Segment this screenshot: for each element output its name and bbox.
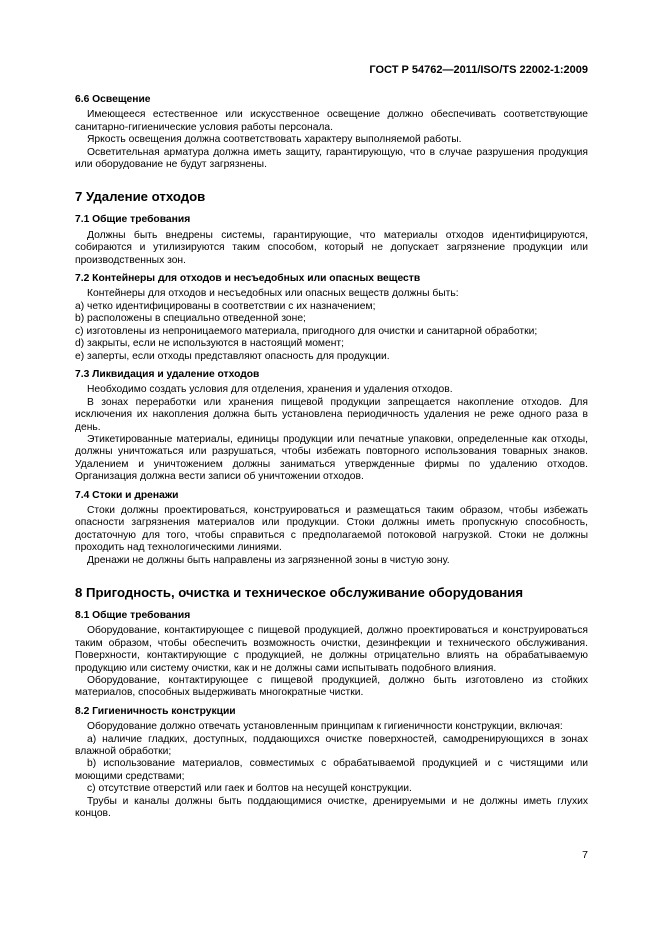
section-6-6-heading: 6.6 Освещение	[75, 94, 151, 105]
section-7-2-heading: 7.2 Контейнеры для отходов и несъедобных или опасных веществ	[75, 273, 421, 285]
section-7-3-paragraph-1: Необходимо создать условия для отделения, хранения и удаления отходов.	[87, 384, 453, 396]
section-7-heading: 7 Удаление отходов	[75, 189, 206, 205]
section-8-heading: 8 Пригодность, очистка и техническое обслуживание оборудования	[75, 585, 524, 600]
section-7-1-paragraph-1: Должны быть внедрены системы, гарантирующие, что материалы отходов идентифицируются, собираются и утилизируются таким способом, который не допускает загрязнение продукции или производственных зон.	[75, 229, 588, 266]
section-7-4-paragraph-2: Дренажи не должны быть направлены из загрязненной зоны в чистую зону.	[87, 554, 450, 566]
section-7-2-list-item-d: d) закрыты, если не используются в настоящий момент;	[75, 338, 344, 350]
section-8-1-paragraph-1: Оборудование, контактирующее с пищевой продукцией, должно проектироваться и конструироваться таким образом, чтобы обеспечить возможность очистки, дезинфекции и технического обслуживания. Поверхности, контактирующие с продукцией, не должны отрицательно влиять на обрабатываемую продукцию или систему очистки, как и не должны сами испытывать подобного влияния.	[75, 625, 588, 674]
section-6-6-paragraph-1: Имеющееся естественное или искусственное освещение должно обеспечивать соответствующие санитарно-гигиенические условия работы персонала.	[75, 109, 588, 133]
page-number: 7	[582, 849, 588, 861]
section-7-3-heading: 7.3 Ликвидация и удаление отходов	[75, 368, 260, 380]
document-header: ГОСТ Р 54762—2011/ISO/TS 22002-1:2009	[369, 64, 588, 76]
section-6-6-paragraph-2: Яркость освещения должна соответствовать характеру выполняемой работы.	[87, 134, 462, 146]
section-8-2-paragraph-2: Трубы и каналы должны быть поддающимися очистке, дренируемыми и не должны иметь глухих концов.	[75, 795, 588, 820]
section-7-2-list-item-c: с) изготовлены из непроницаемого материала, пригодного для очистки и санитарной обработки;	[75, 325, 538, 337]
section-8-2-list-item-b: b) использование материалов, совместимых с обрабатываемой продукцией и с чистящими или моющими средствами;	[75, 758, 588, 782]
section-7-3-paragraph-2: В зонах переработки или хранения пищевой продукции запрещается накопление отходов. Для исключения их накопления должна быть установлена периодичность удаления не реже одного раза в день.	[75, 396, 588, 433]
section-8-1-paragraph-2: Оборудование, контактирующее с пищевой продукцией, должно быть изготовлено из стойких материалов, способных выдерживать многократные чистки.	[75, 675, 588, 699]
section-8-2-list-item-a: а) наличие гладких, доступных, поддающихся очистке поверхностей, самодренирующихся в зонах влажной обработки;	[75, 733, 588, 758]
section-7-4-heading: 7.4 Стоки и дренажи	[75, 489, 179, 501]
section-8-1-heading: 8.1 Общие требования	[75, 610, 191, 621]
section-8-2-paragraph-1: Оборудование должно отвечать установленным принципам к гигиеничности конструкции, включая:	[87, 721, 563, 733]
section-8-2-list-item-c: с) отсутствие отверстий или гаек и болтов на несущей конструкции.	[87, 783, 412, 795]
section-6-6-paragraph-3: Осветительная арматура должна иметь защиту, гарантирующую, что в случае разрушения продукция или оборудование не будут загрязнены.	[75, 146, 588, 171]
section-7-1-heading: 7.1 Общие требования	[75, 214, 191, 226]
section-7-3-paragraph-3: Этикетированные материалы, единицы продукции или печатные упаковки, определенные как отходы, должны уничтожаться или разрушаться, чтобы избежать повторного использования товарных знаков. Удалением и уничтожением должны заниматься утвержденные фирмы по удалению отходов. Организация должна вести записи об уничтожении отходов.	[75, 433, 588, 483]
section-7-2-paragraph-1: Контейнеры для отходов и несъедобных или опасных веществ должны быть:	[87, 288, 459, 300]
page-content	[75, 94, 588, 821]
section-7-2-list-item-a: а) четко идентифицированы в соответствии с их назначением;	[75, 300, 376, 312]
section-7-2-list-item-e: е) заперты, если отходы представляют опасность для продукции.	[75, 350, 390, 362]
section-7-4-paragraph-1: Стоки должны проектироваться, конструироваться и размещаться таким образом, чтобы избежать опасности загрязнения материалов или продукции. Стоки должны иметь пропускную способность, достаточную для того, чтобы справиться с предполагаемой потоковой нагрузкой. Стоки не должны проходить над технологическими линиями.	[75, 504, 588, 554]
section-8-2-heading: 8.2 Гигиеничность конструкции	[75, 705, 236, 717]
section-7-2-list-item-b: b) расположены в специально отведенной зоне;	[75, 313, 306, 325]
